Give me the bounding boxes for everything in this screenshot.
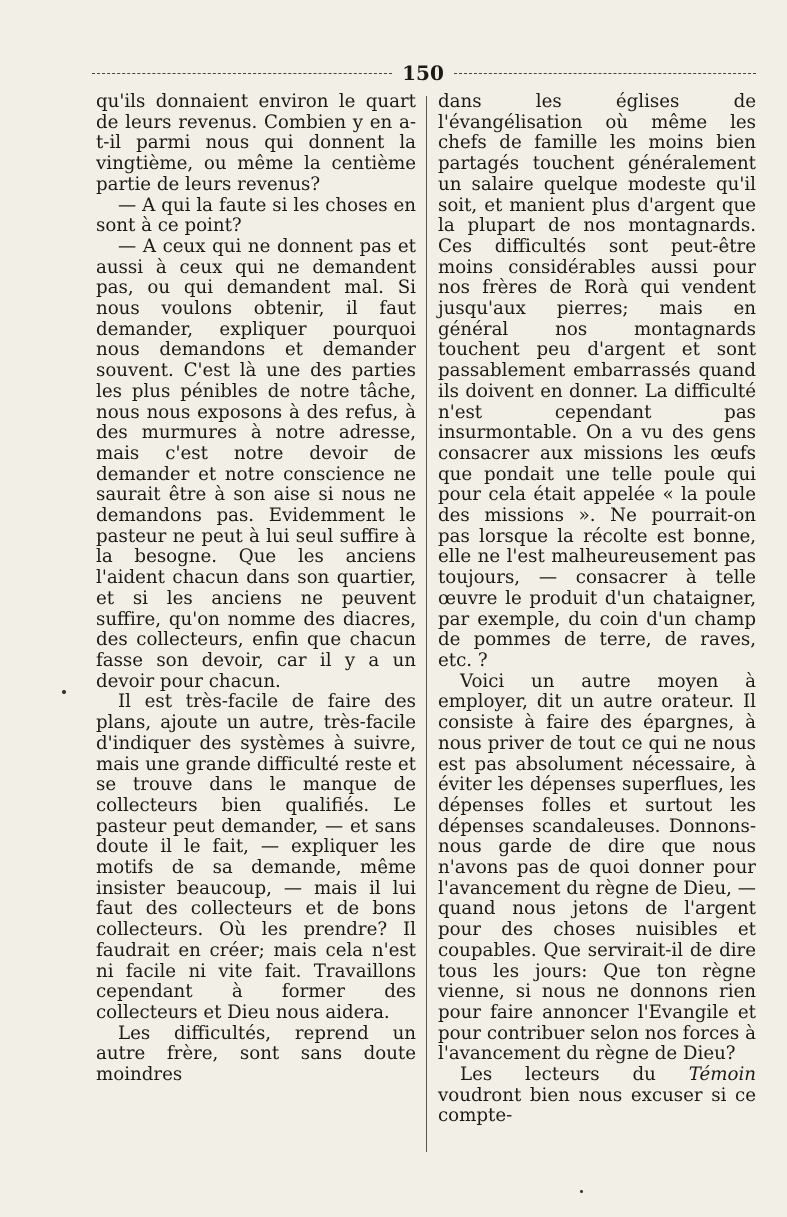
left-column bbox=[96, 92, 416, 1086]
paragraph: qu'ils donnaient environ le quart de leurs revenus. Combien y en a-t-il parmi nous qui donnent la vingtième, ou même la centième partie de leurs revenus? bbox=[96, 91, 416, 195]
paragraph: Voici un autre moyen à employer, dit un autre orateur. Il consiste à faire des épargnes, à nous priver de tout ce qui ne nous est pas absolument nécessaire, à éviter les dépenses superflues, les dépenses folles et surtout les dépenses scandaleuses. Donnons-nous garde de dire que nous n'avons pas de quoi donner pour l'avancement du règne de Dieu, — quand nous jetons de l'argent pour des choses nuisibles et coupables. Que servirait-il de dire tous les jours: Que ton règne vienne, si nous ne donnons rien pour faire annoncer l'Evangile et pour contribuer selon nos forces à l'avancement du règne de Dieu? bbox=[438, 670, 756, 1065]
header-rule-right bbox=[454, 73, 756, 74]
right-column bbox=[438, 92, 756, 1127]
paragraph: — A ceux qui ne donnent pas et aussi à ceux qui ne demandent pas, ou qui demandent mal. Si nous voulons obtenir, il faut demander, expliquer pourquoi nous demandons et demander souvent. C'est là une des parties les plus pénibles de notre tâche, nous nous exposons à des refus, à des murmures à notre adresse, mais c'est notre devoir de demander et notre conscience ne saurait être à son aise si nous ne demandons pas. Evidemment le pasteur ne peut à lui seul suffire à la besogne. Que les anciens l'aident chacun dans son quartier, et si les anciens ne peuvent suffire, qu'on nomme des diacres, des collecteurs, enfin que chacun fasse son devoir, car il y a un devoir pour chacun. bbox=[96, 235, 416, 692]
column-divider bbox=[426, 96, 427, 1152]
text-run: voudront bien nous excuser si ce compte- bbox=[438, 1084, 756, 1127]
ink-speck bbox=[580, 1190, 583, 1193]
paragraph: dans les églises de l'évangélisation où même les chefs de famille les moins bien partagés touchent généralement un salaire quelque modeste qu'il soit, et manient plus d'argent que la plupart de nos montagnards. Ces difficultés sont peut-être moins considérables aussi pour nos frères de Rorà qui vendent jusqu'aux pierres; mais en général nos montagnards touchent peu d'argent et sont passablement embarrassés quand ils doivent en donner. La difficulté n'est cependant pas insurmontable. On a vu des gens consacrer aux missions les œufs que pondait une telle poule qui pour cela était appelée « la poule des missions ». Ne pourrait-on pas lorsque la récolte est bonne, elle ne l'est malheureusement pas toujours, — consacrer à telle œuvre le produit d'un chataigner, par exemple, du coin d'un champ de pommes de terre, de raves, etc. ? bbox=[438, 91, 756, 671]
header-rule-left bbox=[92, 73, 392, 74]
text-run: Les lecteurs du bbox=[460, 1064, 689, 1086]
paragraph: Il est très-facile de faire des plans, ajoute un autre, très-facile d'indiquer des systèmes à suivre, mais une grande difficulté reste et se trouve dans le manque de collecteurs bien qualifiés. Le pasteur peut demander, — et sans doute il le fait, — expliquer les motifs de sa demande, même insister beaucoup, — mais il lui faut des collecteurs et de bons collecteurs. Où les prendre? Il faudrait en créer; mais cela n'est ni facile ni vite fait. Travaillons cependant à former des collecteurs et Dieu nous aidera. bbox=[96, 691, 416, 1023]
page-header bbox=[92, 60, 756, 86]
journal-title: Témoin bbox=[688, 1064, 756, 1086]
page-number: 150 bbox=[402, 61, 444, 85]
paragraph-last bbox=[438, 1065, 756, 1127]
ink-speck bbox=[62, 690, 66, 694]
paragraph: Les difficultés, reprend un autre frère, sont sans doute moindres bbox=[96, 1022, 416, 1086]
paragraph: — A qui la faute si les choses en sont à ce point? bbox=[96, 194, 416, 237]
